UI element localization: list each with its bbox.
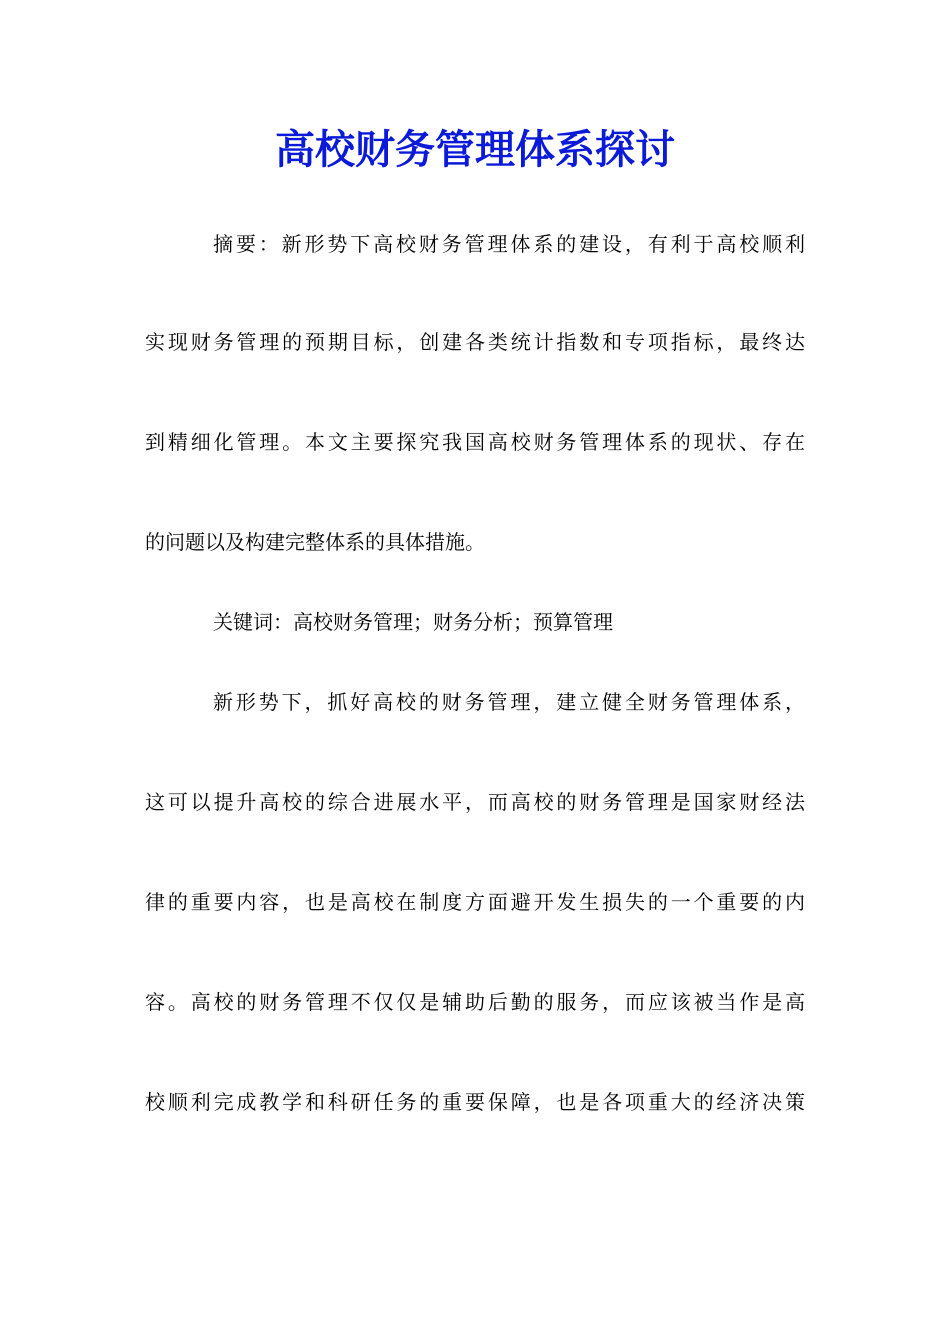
keywords-line: 关键词：高校财务管理；财务分析；预算管理 — [213, 610, 613, 634]
body-line-1: 新形势下，抓好高校的财务管理，建立健全财务管理体系， — [213, 690, 805, 714]
body-line-5: 校顺利完成教学和科研任务的重要保障，也是各项重大的经济决策 — [145, 1090, 805, 1114]
abstract-line-2: 实现财务管理的预期目标，创建各类统计指数和专项指标，最终达 — [145, 330, 805, 354]
body-line-2: 这可以提升高校的综合进展水平，而高校的财务管理是国家财经法 — [145, 790, 805, 814]
abstract-line-1: 摘要：新形势下高校财务管理体系的建设，有利于高校顺利 — [213, 232, 805, 256]
body-line-3: 律的重要内容，也是高校在制度方面避开发生损失的一个重要的内 — [145, 890, 805, 914]
body-line-4: 容。高校的财务管理不仅仅是辅助后勤的服务，而应该被当作是高 — [145, 990, 805, 1014]
abstract-line-4: 的问题以及构建完整体系的具体措施。 — [145, 530, 485, 554]
document-title: 高校财务管理体系探讨 — [275, 126, 675, 173]
abstract-line-3: 到精细化管理。本文主要探究我国高校财务管理体系的现状、存在 — [145, 430, 805, 454]
